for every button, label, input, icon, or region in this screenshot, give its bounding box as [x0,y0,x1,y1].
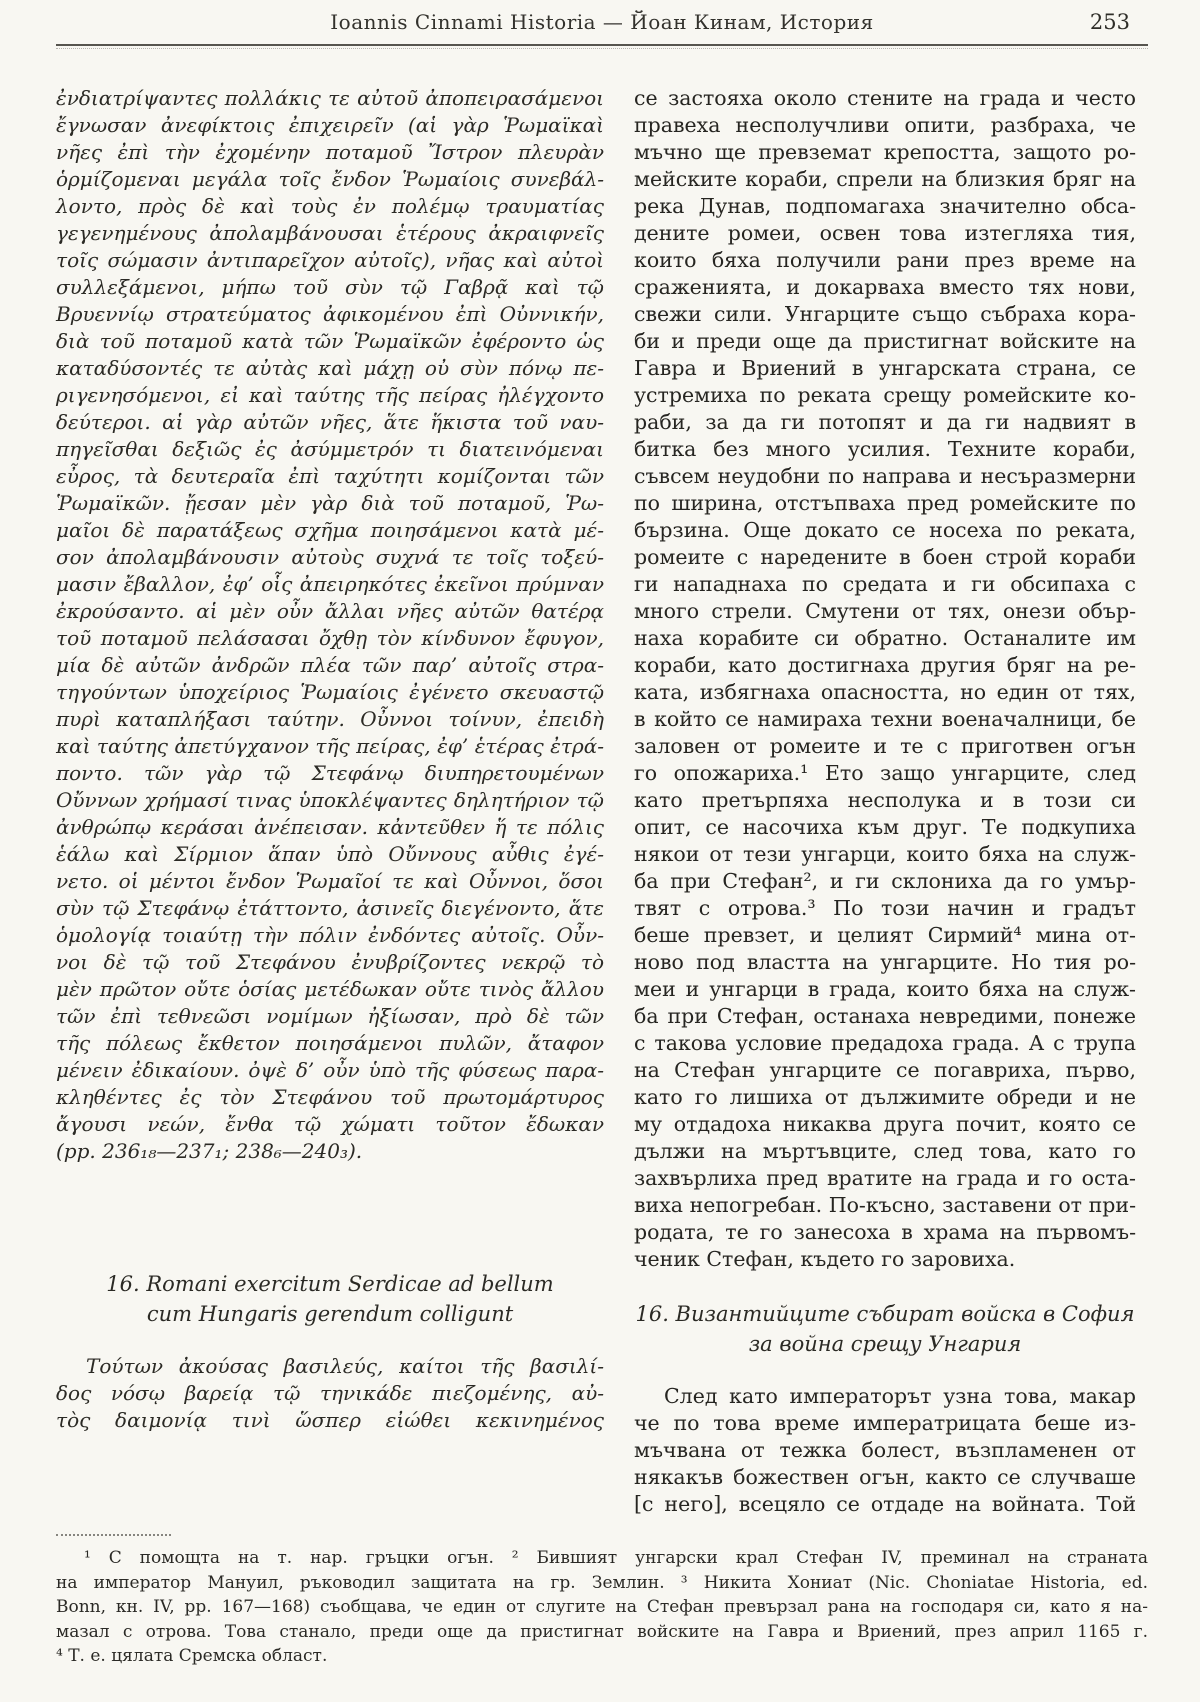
text-line: ποντο. τῶν γὰρ τῷ Στεφάνῳ διυπηρετουμένων [56,761,604,785]
text-line: беше превзет, и целият Сирмий⁴ мина от- [634,923,1136,947]
text-line: съвсем неудобни по направа и несъразмерни [634,464,1136,488]
greek-column [56,85,604,1518]
text-line: по ширина, отстъпваха пред ромейските по [634,491,1136,515]
text-line: γεγενημένους ἀπολαμβάνουσαι ἑτέρους ἀκραιφνεῖς [56,221,604,245]
text-line: τοῦ ποταμοῦ πελάσασαι ὄχθῃ τὸν κίνδυνον ἔφυγον, [56,626,604,650]
text-line: Bonn, кн. IV, pp. 167—168) съобщава, че един от слугите на Стефан превързал рана на господаря си, като я на- [56,1597,1148,1617]
text-line: би и преди още да пристигнат войските на [634,329,1136,353]
text-line: мъчно ще превземат крепостта, защото ро- [634,140,1136,164]
footnote-separator [56,1534,171,1536]
section-heading-latin [56,1269,604,1329]
text-line: Οὔννων χρήμασί τινας ὑποκλέψαντες δηλητήριον τῷ [56,788,604,812]
text-line: σον ἀπολαμβάνουσιν αὐτοὺς συχνά τε τοῖς τοξεύ- [56,545,604,569]
text-line: διὰ τοῦ ποταμοῦ κατὰ τῶν Ῥωμαϊκῶν ἐφέροντο ὡς [56,329,604,353]
text-line: ἐνδιατρίψαντες πολλάκις τε αὐτοῦ ἀποπειρασάμενοι [56,86,604,110]
text-line: мъчвана от тежка болест, възпламенен от [634,1438,1136,1462]
text-line: ἑάλω καὶ Σίρμιον ἅπαν ὑπὸ Οὔννους αὖθις ἐγέ- [56,842,604,866]
section-heading-bulgarian-line1: 16. Византийците събират войска в София [635,1302,1135,1326]
text-line: σὺν τῷ Στεφάνῳ ἐτάττοντο, ἀσινεῖς διεγένοντο, ἅτε [56,896,604,920]
text-line: τοῖς σώμασιν ἀντιπαρεῖχον αὐτοῖς), νῆας καὶ αὐτοὶ [56,248,604,272]
text-line: νετο. οἱ μέντοι ἔνδον Ῥωμαῖοί τε καὶ Οὖννοι, ὅσοι [56,869,604,893]
bulgarian-column [634,85,1136,1518]
text-line: някои от тези унгарци, които бяха на служ- [634,842,1136,866]
text-line: виха непогребан. По-късно, заставени от при- [634,1193,1136,1217]
text-line: ἔγνωσαν ἀνεφίκτοις ἐπιχειρεῖν (αἱ γὰρ Ῥωμαϊκαὶ [56,113,604,137]
text-line: λοντο, πρὸς δὲ καὶ τοὺς ἐν πολέμῳ τραυματίας [56,194,604,218]
text-line: на Стефан унгарците се погавриха, първо, [634,1058,1136,1082]
section-heading-bulgarian [634,1299,1136,1359]
text-line: раби, за да ги потопят и да ги надвият в [634,410,1136,434]
text-line: μία δὲ αὐτῶν ἀνδρῶν πλέα τῶν παρ’ αὐτοῖς στρα- [56,653,604,677]
text-line: родата, те го занесоха в храма на първомъ- [634,1220,1136,1244]
text-line: ἀνθρώπῳ κεράσαι ἀνέπεισαν. κἀντεῦθεν ἥ τε πόλις [56,815,604,839]
text-line: ριγενησόμενοι, εἰ καὶ ταύτης τῆς πείρας ἠλέγχοντο [56,383,604,407]
text-line: се застояха около стените на града и често [634,86,1136,110]
text-line: ново под властта на унгарците. Но тия ро- [634,950,1136,974]
text-line: ὁρμίζομεναι μεγάλα τοῖς ἔνδον Ῥωμαίοις συνεβάλ- [56,167,604,191]
text-line: νῆες ἐπὶ τὴν ἐχομένην ποταμοῦ Ἴστρον πλευρὰν [56,140,604,164]
text-line: Ῥωμαϊκῶν. ᾔεσαν μὲν γὰρ διὰ τοῦ ποταμοῦ, Ῥω- [56,491,604,515]
text-line: някакъв божествен огън, както се случваше [634,1465,1136,1489]
text-line: бързина. Още докато се носеха по реката, [634,518,1136,542]
text-line: κληθέντες ἐς τὸν Στεφάνου τοῦ πρωτομάρτυρος [56,1085,604,1109]
text-line: Τούτων ἀκούσας βασιλεύς, καίτοι τῆς βασιλί- [86,1354,604,1378]
text-line: ⁴ Т. е. цялата Сремска област. [56,1646,328,1666]
text-line: συλλεξάμενοι, μήπω τοῦ σὺν τῷ Γαβρᾷ καὶ τῷ [56,275,604,299]
text-line: ба при Стефан², и ги склониха да го умър- [634,869,1136,893]
text-line: τὸς δαιμονίᾳ τινὶ ὥσπερ εἰώθει κεκινημένος [56,1408,604,1432]
text-line: мейските кораби, спрели на близкия бряг на [634,167,1136,191]
text-line: като претърпяха несполука и в този си [634,788,1136,812]
text-line: му отдадоха никаква друга почит, която се [634,1112,1136,1136]
text-line: Βρυεννίῳ στρατεύματος ἀφικομένου ἐπὶ Οὐννικήν, [56,302,604,326]
text-line: устремиха по реката срещу ромейските ко- [634,383,1136,407]
text-line: ¹ С помощта на т. нар. гръцки огън. ² Бившият унгарски крал Стефан IV, преминал на страната [84,1548,1148,1568]
text-line: свежи сили. Унгарците също събраха кора- [634,302,1136,326]
text-line: πηγεῖσθαι δεξιῶς ἐς ἀσύμμετρόν τι διατεινόμεναι [56,437,604,461]
text-line: като го лишиха от дължимите обреди и не [634,1085,1136,1109]
text-line: νοι δὲ τῷ τοῦ Στεφάνου ἐνυβρίζοντες νεκρῷ τὸ [56,950,604,974]
text-line: μὲν πρῶτον οὔτε ὁσίας μετέδωκαν οὔτε τινὸς ἄλλου [56,977,604,1001]
text-line: (pp. 236₁₈—237₁; 238₆—240₃). [56,1139,363,1163]
text-line: заловен от ромеите и те с приготвен огън [634,734,1136,758]
text-line: δεύτεροι. αἱ γὰρ αὐτῶν νῆες, ἅτε ἥκιστα τοῦ ναυ- [56,410,604,434]
text-line: καταδύσοντές τε αὐτὰς καὶ μάχῃ οὐ σὺν πόνῳ πε- [56,356,604,380]
text-line: сраженията, и докарваха вместо тях нови, [634,275,1136,299]
text-line: които бяха получили рани през време на [634,248,1136,272]
text-line: εὖρος, τὰ δευτεραῖα ἐπὶ ταχύτητι κομίζονται τῶν [56,464,604,488]
greek-paragraph-2 [56,1353,604,1434]
text-line: Гавра и Вриений в унгарската страна, се [634,356,1136,380]
text-line: μασιν ἔβαλλον, ἐφ’ οἷς ἀπειρηκότες ἐκεῖνοι πρύμναν [56,572,604,596]
text-line: [с него], всецяло се отдаде на войната. Той [634,1492,1136,1516]
running-head-title: Ioannis Cinnami Historia — Йоан Кинам, История [330,10,874,34]
header-rule [56,44,1148,49]
page-number: 253 [1089,10,1130,34]
footnotes-block [56,1546,1148,1669]
text-columns [56,85,1148,1518]
running-head [56,10,1148,36]
text-line: ката, избягнаха опасността, но един от тях, [634,680,1136,704]
text-line: битка без много усилия. Техните кораби, [634,437,1136,461]
text-line: че по това време императрицата беше из- [634,1411,1136,1435]
text-line: πυρὶ καταπλήξασι ταύτην. Οὖννοι τοίνυν, ἐπειδὴ [56,707,604,731]
text-line: ба при Стефан, останаха невредими, понеже [634,1004,1136,1028]
text-line: дените ромеи, освен това изтегляха тия, [634,221,1136,245]
text-line: καὶ ταύτης ἀπετύγχανον τῆς πείρας, ἐφ’ ἑτέρας ἐτρά- [56,734,604,758]
text-line: τηγούντων ὑποχείριος Ῥωμαίοις ἐγένετο σκευαστῷ [56,680,604,704]
text-line: ромеите с наредените в боен строй кораби [634,545,1136,569]
text-line: След като императорът узна това, макар [664,1384,1136,1408]
section-heading-bulgarian-line2: за война срещу Унгария [748,1332,1022,1356]
text-line: ги нападнаха по средата и ги обсипаха с [634,572,1136,596]
text-line: кораби, като достигнаха другия бряг на ре- [634,653,1136,677]
text-line: τῶν ἐπὶ τεθνεῶσι νομίμων ἠξίωσαν, πρὸ δὲ τῶν [56,1004,604,1028]
text-line: захвърлиха пред вратите на града и го оста- [634,1166,1136,1190]
bulgarian-paragraph-2 [634,1383,1136,1518]
text-line: наха корабите си обратно. Останалите им [634,626,1136,650]
text-line: меи и унгарци в града, които бяха на служ- [634,977,1136,1001]
text-line: с такова условие предадоха града. А с трупа [634,1031,1136,1055]
greek-paragraph-1 [56,85,604,1165]
section-heading-latin-line1: 16. Romani exercitum Serdicae ad bellum [106,1272,554,1296]
text-line: опит, се насочиха към друг. Те подкупиха [634,815,1136,839]
text-line: правеха несполучливи опити, разбраха, че [634,113,1136,137]
text-line: τῆς πόλεως ἔκθετον ποιησάμενοι πυλῶν, ἄταφον [56,1031,604,1055]
text-line: ченик Стефан, където го заровиха. [634,1247,1016,1271]
text-line: в който се намираха техни военачалници, бе [634,707,1136,731]
text-line: твят с отрова.³ По този начин и градът [634,896,1136,920]
section-heading-latin-line2: cum Hungaris gerendum colligunt [146,1302,514,1326]
text-line: го опожариха.¹ Ето защо унгарците, след [634,761,1136,785]
text-line: μένειν ἐδικαίουν. ὀψὲ δ’ οὖν ὑπὸ τῆς φύσεως παρα- [56,1058,604,1082]
text-line: ἄγουσι νεών, ἔνθα τῷ χώματι τοῦτον ἔδωκαν [56,1112,604,1136]
text-line: ὁμολογίᾳ τοιαύτῃ τὴν πόλιν ἐνδόντες αὐτοῖς. Οὖν- [56,923,604,947]
text-line: на император Мануил, ръководил защитата на гр. Землин. ³ Никита Хониат (Nic. Choniatae Historia, ed. [56,1572,1148,1593]
text-line: дължи на мъртъвците, след това, като го [634,1139,1136,1163]
text-line: мазал с отрова. Това станало, преди още да пристигнат войските на Гавра и Вриений, през април 1165 г. [56,1621,1148,1642]
text-line: δος νόσῳ βαρείᾳ τῷ τηνικάδε πιεζομένης, αὐ- [56,1381,604,1405]
text-line: ἐκρούσαντο. αἱ μὲν οὖν ἄλλαι νῆες αὐτῶν θατέρᾳ [56,599,604,623]
text-line: μαῖοι δὲ παρατάξεως σχῆμα ποιησάμενοι κατὰ μέ- [56,518,604,542]
text-line: река Дунав, подпомагаха значително обса- [634,194,1136,218]
bulgarian-paragraph-1 [634,85,1136,1273]
text-line: много стрели. Смутени от тях, онези обър- [634,599,1136,623]
